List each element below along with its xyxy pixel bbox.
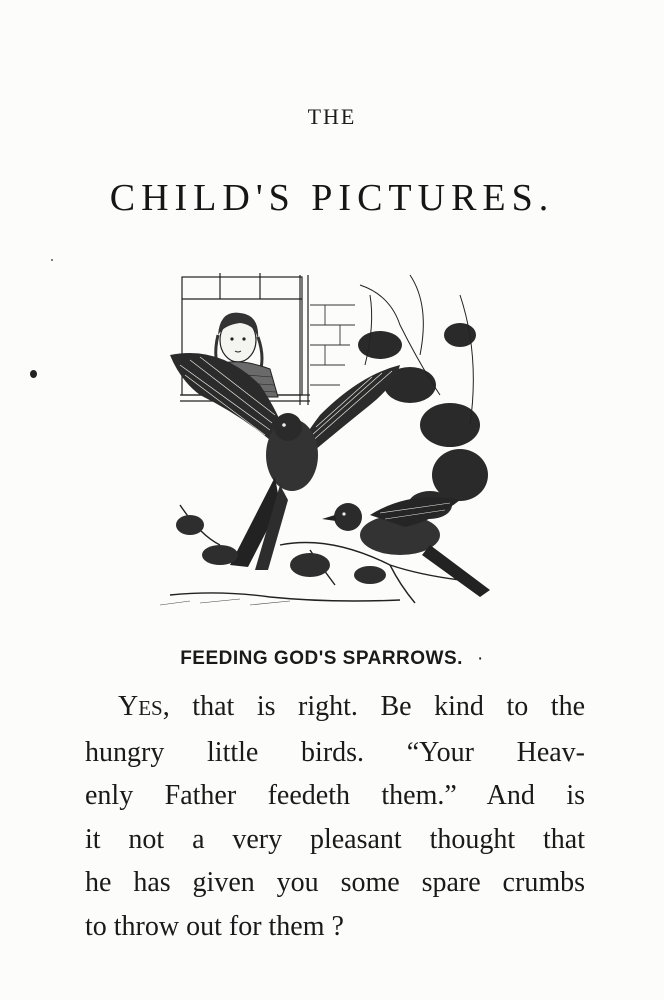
text-line-1	[85, 685, 585, 731]
caption-trailing-mark: ·	[476, 648, 484, 669]
title-article: THE	[307, 104, 357, 129]
caption-text: FEEDING GOD'S SPARROWS.	[180, 648, 463, 669]
body-paragraph	[85, 685, 585, 948]
ink-speck	[51, 259, 53, 261]
illustration-caption	[0, 648, 664, 670]
smallcaps-word: ES	[138, 696, 163, 720]
text-line-5: he has given you some spare crumbs	[85, 867, 585, 898]
ink-speck	[30, 370, 37, 378]
drop-initial: Y	[118, 691, 139, 722]
line-1-rest: , that is right. Be kind to the	[162, 691, 585, 722]
text-line-2: hungry little birds. “Your Heav-	[85, 736, 585, 768]
text-line-6: to throw out for them ?	[85, 910, 344, 942]
page-title: CHILD'S PICTURES.	[109, 177, 555, 219]
text-line-3: enly Father feedeth them.” And is	[85, 780, 585, 811]
text-line-4: it not a very pleasant thought that	[85, 823, 585, 855]
sparrows-engraving-icon	[160, 265, 500, 610]
